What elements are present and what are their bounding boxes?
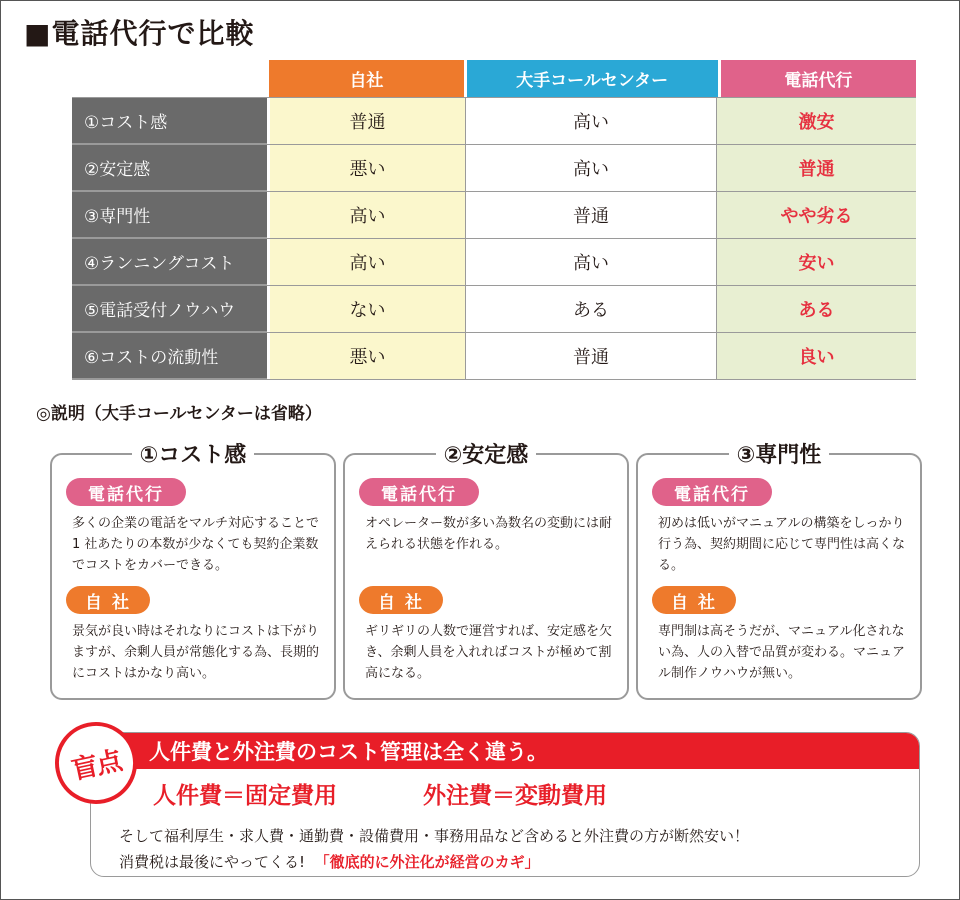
cell-agency: 安い: [717, 239, 916, 285]
box-title-text: ③専門性: [729, 443, 830, 468]
cell-call-center: 高い: [465, 239, 717, 285]
table-header-row: [72, 60, 916, 97]
table-row: [72, 333, 916, 380]
box-title: [52, 438, 334, 469]
box-title-text: ②安定感: [436, 443, 537, 468]
row-label: ①コスト感: [72, 98, 267, 144]
header-blank: [72, 60, 266, 97]
header-phone-agency: 電話代行: [721, 60, 916, 97]
table-row: [72, 192, 916, 239]
cell-call-center: 高い: [465, 98, 717, 144]
key-message: 「徹底的に外注化が経営のカギ」: [314, 853, 540, 871]
blind-spot-stamp: 盲点: [47, 714, 144, 811]
blind-spot-line-1: そして福利厚生・求人費・通勤費・設備費用・事務用品など含めると外注費の方が断然安い！: [119, 827, 750, 845]
table-body: [72, 97, 916, 380]
blind-spot-text: [119, 823, 749, 875]
cell-call-center: 普通: [465, 333, 717, 379]
variable-cost-label: 外注費＝変動費用: [423, 783, 607, 809]
agency-text: 多くの企業の電話をマルチ対応することで 1 社あたりの本数が少なくても契約企業数でコストをカバーできる。: [72, 516, 320, 573]
own-company-pill: 自 社: [66, 586, 150, 614]
row-label: ③専門性: [72, 192, 267, 238]
cell-own: 悪い: [267, 145, 465, 191]
blind-spot-box: [90, 732, 920, 877]
blind-spot-banner: 人件費と外注費のコスト管理は全く違う。: [91, 733, 919, 769]
comparison-table: [72, 60, 916, 380]
agency-pill: 電話代行: [66, 478, 186, 506]
table-row: [72, 239, 916, 286]
agency-text: オペレーター数が多い為数名の変動には耐えられる状態を作れる。: [365, 516, 613, 552]
explanation-box-cost: [50, 443, 336, 700]
cell-own: 悪い: [267, 333, 465, 379]
cell-call-center: ある: [465, 286, 717, 332]
box-title-text: ①コスト感: [132, 443, 255, 468]
cell-own: 高い: [267, 239, 465, 285]
explanation-box-expertise: [636, 443, 922, 700]
explanation-box-stability: [343, 443, 629, 700]
cell-own: 高い: [267, 192, 465, 238]
header-call-center: 大手コールセンター: [467, 60, 718, 97]
row-label: ⑥コストの流動性: [72, 333, 267, 379]
blind-spot-line-2: [119, 849, 749, 875]
row-label: ⑤電話受付ノウハウ: [72, 286, 267, 332]
table-row: [72, 145, 916, 192]
own-company-text: ギリギリの人数で運営すれば、安定感を欠き、余剰人員を入れればコストが極めて割高になる。: [365, 624, 613, 681]
own-company-text: 景気が良い時はそれなりにコストは下がりますが、余剰人員が常態化する為、長期的にコストはかなり高い。: [72, 624, 320, 681]
own-company-pill: 自 社: [652, 586, 736, 614]
box-title: [345, 438, 627, 469]
agency-pill: 電話代行: [652, 478, 772, 506]
explanation-heading: ◎説明（大手コールセンターは省略）: [36, 404, 322, 424]
page-title: ■電話代行で比較: [24, 17, 255, 50]
header-own-company: 自社: [269, 60, 463, 97]
agency-text: 初めは低いがマニュアルの構築をしっかり行う為、契約期間に応じて専門性は高くなる。: [658, 516, 906, 573]
cell-agency: 激安: [717, 98, 916, 144]
agency-pill: 電話代行: [359, 478, 479, 506]
cell-agency: 普通: [717, 145, 916, 191]
box-title: [638, 438, 920, 469]
cell-call-center: 普通: [465, 192, 717, 238]
table-row: [72, 286, 916, 333]
tax-note: 消費税は最後にやってくる!: [119, 853, 306, 871]
row-label: ②安定感: [72, 145, 267, 191]
fixed-cost-label: 人件費＝固定費用: [153, 783, 337, 809]
row-label: ④ランニングコスト: [72, 239, 267, 285]
own-company-text: 専門制は高そうだが、マニュアル化されない為、人の入替で品質が変わる。マニュアル制作ノウハウが無い。: [658, 624, 906, 681]
cost-types: [153, 777, 607, 810]
cell-agency: ある: [717, 286, 916, 332]
cell-call-center: 高い: [465, 145, 717, 191]
own-company-pill: 自 社: [359, 586, 443, 614]
cell-agency: やや劣る: [717, 192, 916, 238]
cell-own: 普通: [267, 98, 465, 144]
cell-own: ない: [267, 286, 465, 332]
cell-agency: 良い: [717, 333, 916, 379]
table-row: [72, 98, 916, 145]
